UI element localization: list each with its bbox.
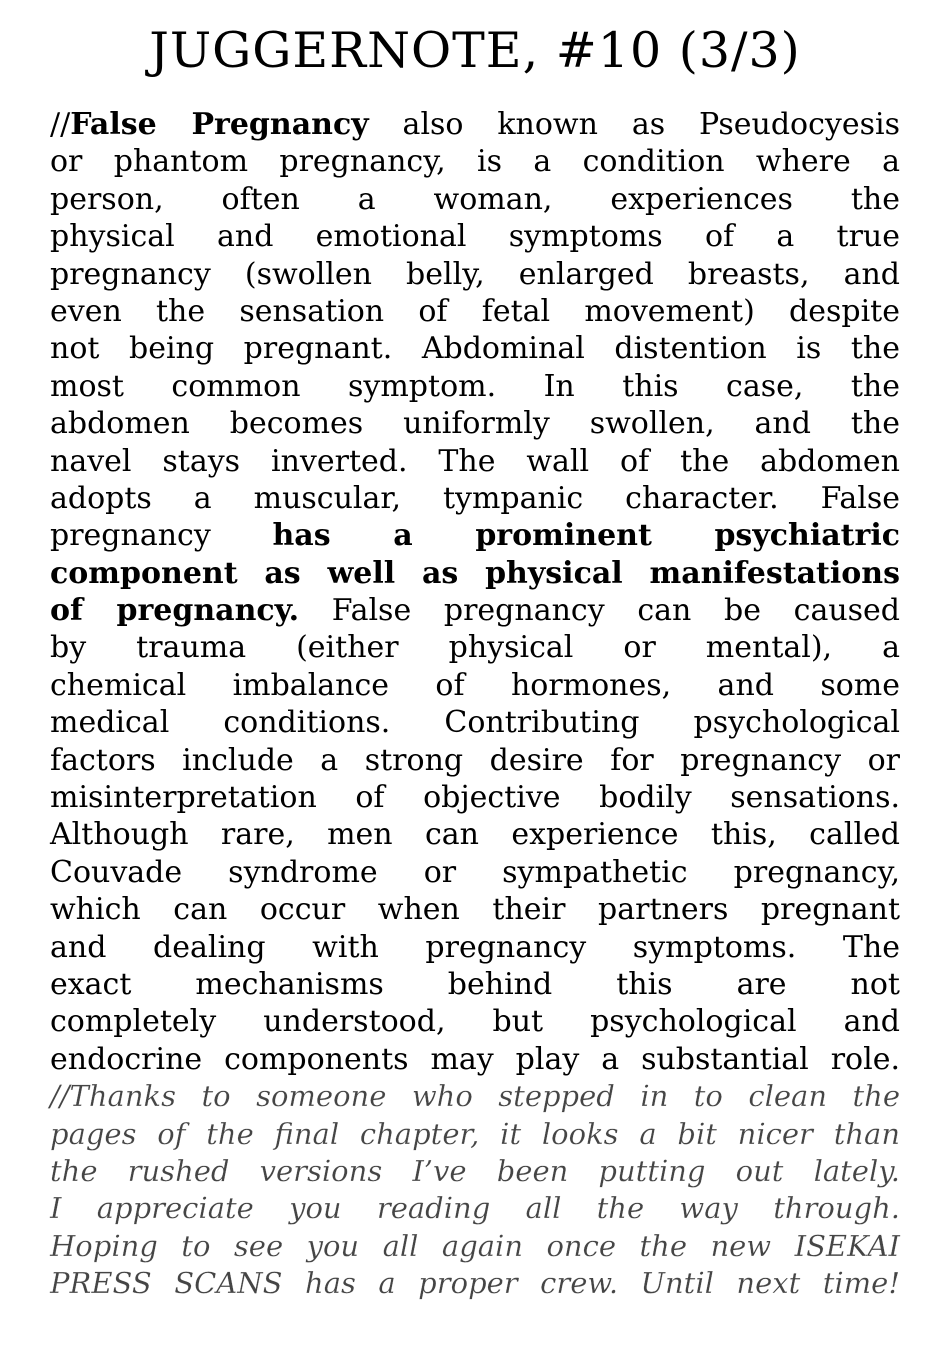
article-line: and dealing with pregnancy symptoms. The (50, 929, 900, 965)
article-line: factors include a strong desire for pregnancy or (50, 742, 900, 778)
article-line: adopts a muscular, tympanic character. False (50, 480, 900, 516)
page-title: JUGGERNOTE, #10 (3/3) (149, 22, 801, 79)
article-line: abdomen becomes uniformly swollen, and the (50, 406, 900, 442)
article-line: not being pregnant. Abdominal distention is the (50, 331, 900, 367)
article-line: pregnancy has a prominent psychiatric (50, 518, 900, 554)
note-line: the rushed versions I’ve been putting out lately. (50, 1153, 900, 1188)
article-line: //False Pregnancy also known as Pseudocyesis (50, 107, 900, 142)
article-line: even the sensation of fetal movement) despite (50, 293, 900, 329)
translator-note (50, 1078, 900, 1302)
article-line: most common symptom. In this case, the (50, 368, 900, 404)
article-line: chemical imbalance of hormones, and some (50, 667, 900, 703)
note-line: pages of the final chapter, it looks a bit nicer than (50, 1116, 900, 1151)
article-line: Although rare, men can experience this, called (50, 817, 900, 853)
article-line: of pregnancy. False pregnancy can be caused (50, 593, 900, 629)
article-line: which can occur when their partners pregnant (50, 892, 900, 928)
article-line: exact mechanisms behind this are not (50, 966, 900, 1002)
article-line: completely understood, but psychological and (50, 1004, 900, 1040)
false-pregnancy-article (50, 106, 900, 1078)
article-line: Couvade syndrome or sympathetic pregnancy, (50, 854, 900, 890)
article-line: by trauma (either physical or mental), a (50, 630, 900, 666)
article-line: medical conditions. Contributing psychological (50, 705, 900, 741)
article-line: endocrine components may play a substantial role. (50, 1041, 900, 1077)
article-line: or phantom pregnancy, is a condition where a (50, 144, 900, 180)
translator-note-page (50, 0, 900, 1303)
note-line: //Thanks to someone who stepped in to clean the (50, 1079, 900, 1114)
article-line: physical and emotional symptoms of a true (50, 219, 900, 255)
article-line: misinterpretation of objective bodily sensations. (50, 780, 900, 816)
article-line: person, often a woman, experiences the (50, 181, 900, 217)
article-line: pregnancy (swollen belly, enlarged breasts, and (50, 256, 900, 292)
article-line: component as well as physical manifestations (50, 555, 900, 591)
article-line: navel stays inverted. The wall of the abdomen (50, 443, 900, 479)
note-line: I appreciate you reading all the way through. (50, 1191, 900, 1226)
note-line: Hoping to see you all again once the new ISEKAI (50, 1228, 900, 1263)
note-line: PRESS SCANS has a proper crew. Until next time! (50, 1266, 900, 1301)
